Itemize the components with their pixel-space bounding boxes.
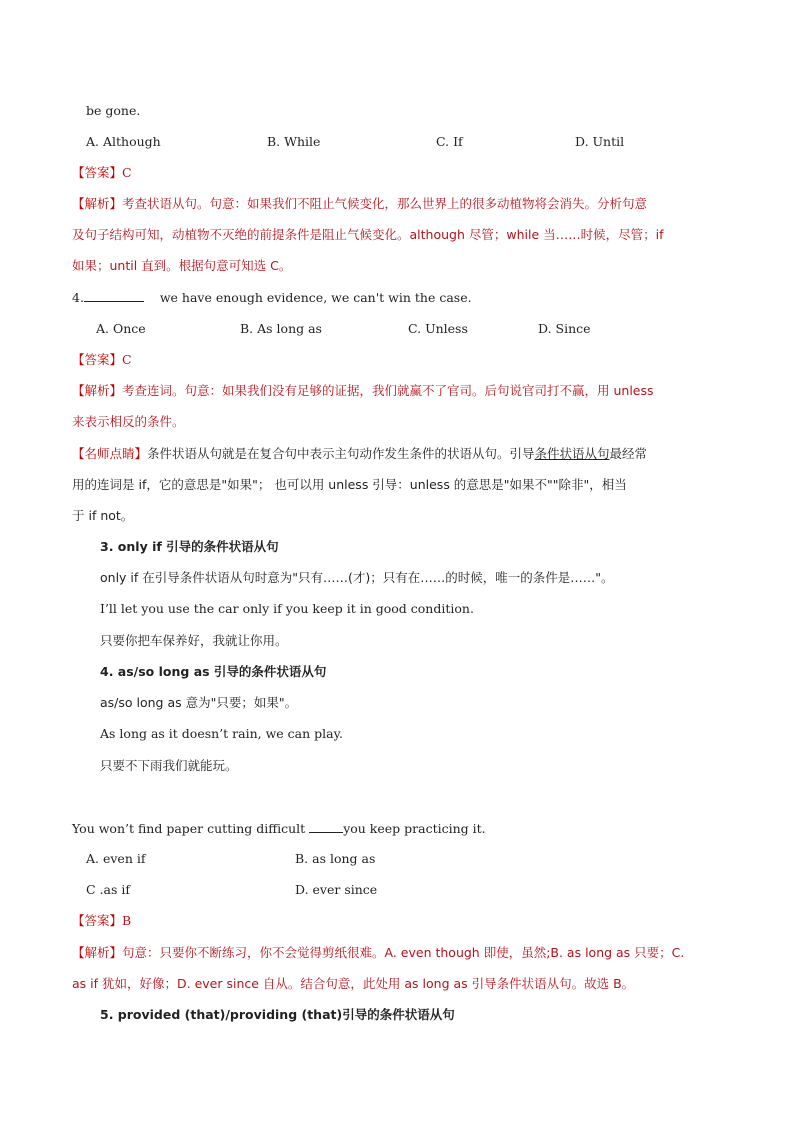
section-3-example-en: I’ll let you use the car only if you keep it in good condition. [100,601,474,616]
q3-option-c: C. If [436,134,463,149]
analysis-text: 考查连词。句意：如果我们没有足够的证据，我们就赢不了官司。后句说官司打不赢，用 unless [122,383,654,398]
q3-tail: be gone. [86,103,141,118]
analysis-text: 句意：只要你不断练习，你不会觉得剪纸很难。A. even though 即使，虽然;B. as long as 只要；C. [122,945,685,960]
q5-stem-b: you keep practicing it. [343,821,486,836]
answer-value: C [122,165,132,180]
answer-tag: 【答案】 [72,165,123,180]
analysis-tag: 【解析】 [72,383,123,398]
q5-stem-a: You won’t find paper cutting difficult [72,821,306,836]
q4-stem-text: we have enough evidence, we can't win the case. [159,290,472,305]
q3-analysis-line3: 如果；until 直到。根据句意可知选 C。 [72,258,292,273]
q4-analysis-line2: 来表示相反的条件。 [72,414,185,429]
section-3-desc: only if 在引导条件状语从句时意为"只有……(才)；只有在……的时候，唯一的条件是……"。 [100,570,614,585]
answer-tag: 【答案】 [72,352,123,367]
q4-blank [84,287,144,302]
q3-option-d: D. Until [575,134,625,149]
q5-blank [309,818,343,833]
q4-analysis-line1 [72,381,654,401]
tip-line2: 用的连词是 if，它的意思是"如果"； 也可以用 unless 引导：unless 的意思是"如果不""除非"，相当 [72,477,627,492]
q5-answer [72,911,131,931]
q4-number: 4. [72,290,84,305]
q4-option-b: B. As long as [240,321,322,336]
answer-value: C [122,352,132,367]
tip-text: 最经常 [609,446,648,461]
tip-line3: 于 if not。 [72,508,134,523]
q3-answer [72,163,132,183]
q5-stem [72,818,486,839]
q5-option-b: B. as long as [295,851,376,866]
section-4-example-cn: 只要不下雨我们就能玩。 [100,758,238,773]
tip-text: 条件状语从句就是在复合句中表示主句动作发生条件的状语从句。引导 [147,446,535,461]
tip-line1 [72,444,647,464]
section-3-example-cn: 只要你把车保养好，我就让你用。 [100,633,288,648]
section-4-example-en: As long as it doesn’t rain, we can play. [100,726,343,741]
section-4-desc: as/so long as 意为"只要；如果"。 [100,695,298,710]
answer-value: B [122,913,132,928]
tip-tag: 【名师点睛】 [72,446,148,461]
section-4-heading: 4. as/so long as 引导的条件状语从句 [100,664,327,679]
q3-analysis-line1 [72,194,647,214]
q5-analysis-line1 [72,943,684,963]
analysis-text: 考查状语从句。句意：如果我们不阻止气候变化，那么世界上的很多动植物将会消失。分析句意 [122,196,648,211]
q4-option-d: D. Since [538,321,591,336]
section-5-heading: 5. provided (that)/providing (that)引导的条件状语从句 [100,1007,455,1022]
section-3-heading: 3. only if 引导的条件状语从句 [100,539,279,554]
q3-option-a: A. Although [86,134,161,149]
answer-tag: 【答案】 [72,913,123,928]
q5-option-d: D. ever since [295,882,378,897]
q4-stem [72,287,472,308]
q5-option-a: A. even if [86,851,146,866]
q3-analysis-line2: 及句子结构可知，动植物不灭绝的前提条件是阻止气候变化。although 尽管；while 当……时候，尽管；if [72,227,664,242]
q4-answer [72,350,132,370]
analysis-tag: 【解析】 [72,945,123,960]
q4-option-c: C. Unless [408,321,468,336]
q5-option-c: C .as if [86,882,130,897]
tip-link[interactable]: 条件状语从句 [534,446,610,461]
q4-option-a: A. Once [96,321,146,336]
q3-option-b: B. While [267,134,321,149]
analysis-tag: 【解析】 [72,196,123,211]
q5-analysis-line2: as if 犹如，好像；D. ever since 自从。结合句意，此处用 as long as 引导条件状语从句。故选 B。 [72,976,635,991]
